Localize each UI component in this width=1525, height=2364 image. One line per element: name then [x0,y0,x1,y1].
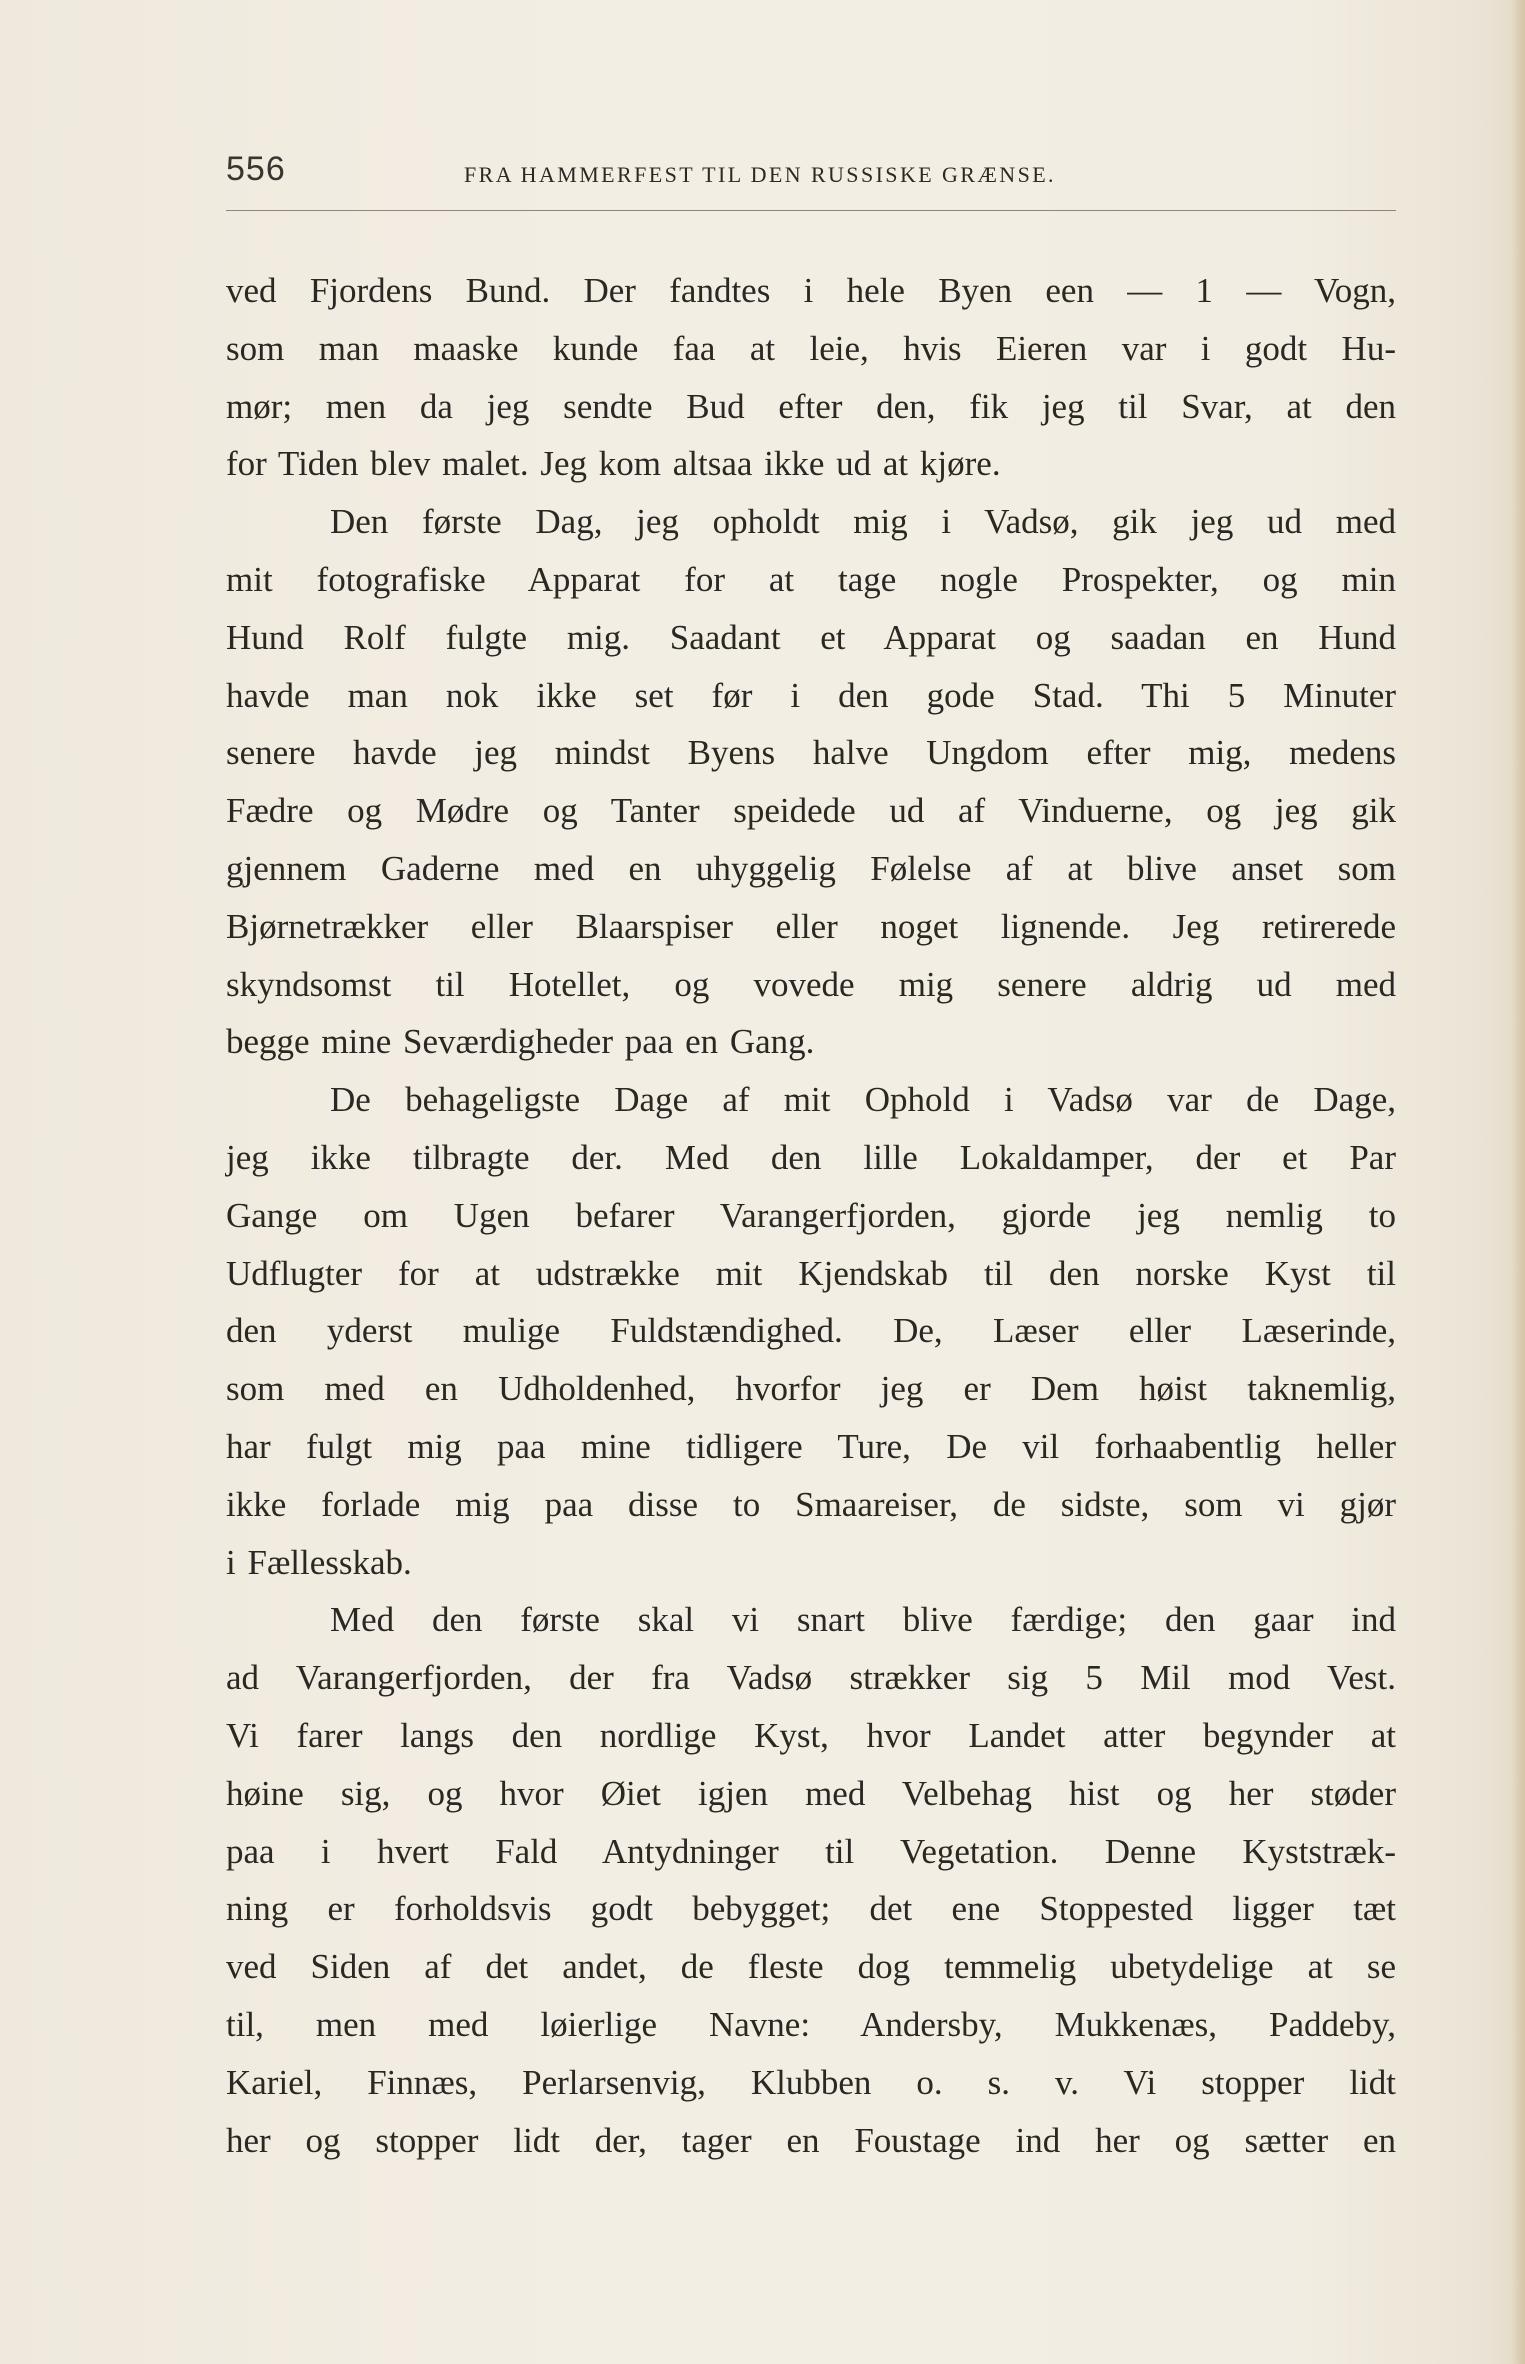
text-line: den yderst mulige Fuldstændighed. De, Læser eller Læserinde, [226,1311,1396,1351]
text-line: ved Siden af det andet, de fleste dog temmelig ubetydelige at se [226,1947,1396,1987]
text-line: Fædre og Mødre og Tanter speidede ud af Vinduerne, og jeg gik [226,791,1396,831]
text-line: som med en Udholdenhed, hvorfor jeg er Dem høist taknemlig, [226,1369,1396,1409]
text-line: havde man nok ikke set før i den gode Stad. Thi 5 Minuter [226,675,1396,715]
text-line: ved Fjordens Bund. Der fandtes i hele Byen een — 1 — Vogn, [226,271,1396,310]
header-rule [226,210,1396,211]
text-line: til, men med løierlige Navne: Andersby, Mukkenæs, Paddeby, [226,2004,1396,2044]
text-line: senere havde jeg mindst Byens halve Ungdom efter mig, medens [226,733,1396,773]
page-number: 556 [226,150,286,188]
text-line: Kariel, Finnæs, Perlarsenvig, Klubben o. s. v. Vi stopper lidt [226,2062,1396,2102]
text-line: ad Varangerfjorden, der fra Vadsø strækker sig 5 Mil mod Vest. [226,1658,1396,1698]
text-line: paa i hvert Fald Antydninger til Vegetation. Denne Kyststræk- [226,1831,1396,1871]
text-line: Med den første skal vi snart blive færdige; den gaar ind [330,1600,1396,1640]
text-line: skyndsomst til Hotellet, og vovede mig senere aldrig ud med [226,964,1396,1004]
text-line: Bjørnetrækker eller Blaarspiser eller noget lignende. Jeg retirerede [226,906,1396,946]
text-line: mit fotografiske Apparat for at tage nogle Prospekter, og min [226,559,1396,599]
text-line: i Fællesskab. [226,1542,412,1582]
body-text [226,262,1396,2169]
text-line: mør; men da jeg sendte Bud efter den, fik jeg til Svar, at den [226,386,1396,426]
page-edge-shadow [1511,0,1525,2364]
text-line: for Tiden blev malet. Jeg kom altsaa ikke ud at kjøre. [226,444,1001,484]
text-line: Den første Dag, jeg opholdt mig i Vadsø, gik jeg ud med [330,502,1396,542]
text-line: her og stopper lidt der, tager en Foustage ind her og sætter en [226,2120,1396,2160]
text-line: jeg ikke tilbragte der. Med den lille Lokaldamper, der et Par [226,1137,1396,1177]
text-line: begge mine Seværdigheder paa en Gang. [226,1022,815,1062]
page-header [226,150,1396,200]
text-line: Gange om Ugen befarer Varangerfjorden, gjorde jeg nemlig to [226,1195,1396,1235]
text-line: har fulgt mig paa mine tidligere Ture, De vil forhaabentlig heller [226,1426,1396,1466]
text-line: Vi farer langs den nordlige Kyst, hvor Landet atter begynder at [226,1715,1396,1755]
running-title: FRA HAMMERFEST TIL DEN RUSSISKE GRÆNSE. [464,162,1056,187]
text-line: De behageligste Dage af mit Ophold i Vadsø var de Dage, [330,1080,1396,1120]
text-line: ikke forlade mig paa disse to Smaareiser, de sidste, som vi gjør [226,1484,1396,1524]
text-line: ning er forholdsvis godt bebygget; det ene Stoppested ligger tæt [226,1889,1396,1929]
text-line: Hund Rolf fulgte mig. Saadant et Apparat og saadan en Hund [226,617,1396,657]
text-line: høine sig, og hvor Øiet igjen med Velbehag hist og her støder [226,1773,1396,1813]
text-line: gjennem Gaderne med en uhyggelig Følelse af at blive anset som [226,848,1396,888]
text-line: som man maaske kunde faa at leie, hvis Eieren var i godt Hu- [226,328,1396,368]
text-line: Udflugter for at udstrække mit Kjendskab til den norske Kyst til [226,1253,1396,1293]
